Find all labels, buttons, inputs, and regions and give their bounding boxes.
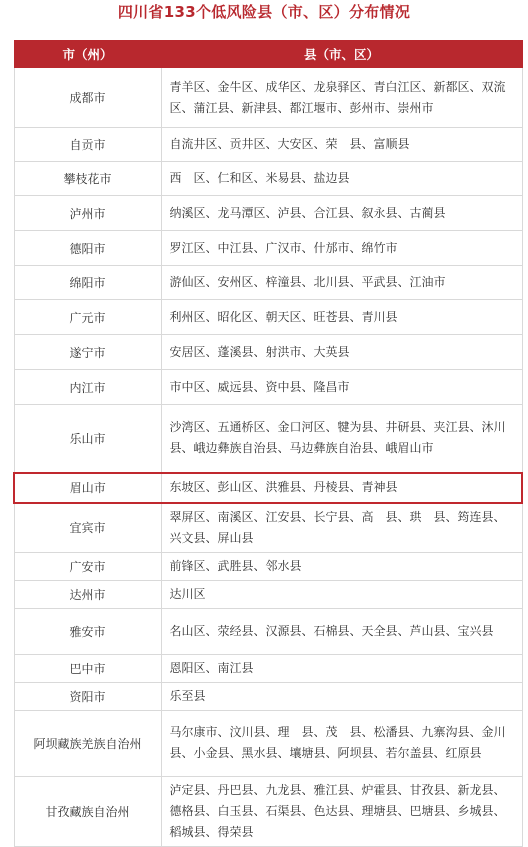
counties-cell: 前锋区、武胜县、邻水县 bbox=[161, 552, 522, 580]
city-cell: 资阳市 bbox=[14, 682, 161, 710]
table-row bbox=[14, 231, 522, 266]
counties-cell: 西 区、仁和区、米易县、盐边县 bbox=[161, 162, 522, 196]
table-row bbox=[14, 162, 522, 196]
city-cell: 攀枝花市 bbox=[14, 162, 161, 196]
counties-cell: 东坡区、彭山区、洪雅县、丹棱县、青神县 bbox=[161, 473, 522, 503]
counties-cell: 安居区、蓬溪县、射洪市、大英县 bbox=[161, 335, 522, 370]
counties-cell: 罗江区、中江县、广汉市、什邡市、绵竹市 bbox=[161, 231, 522, 266]
counties-cell: 自流井区、贡井区、大安区、荣 县、富顺县 bbox=[161, 128, 522, 162]
counties-cell: 青羊区、金牛区、成华区、龙泉驿区、青白江区、新都区、双流区、蒲江县、新津县、都江堰市、彭州市、崇州市 bbox=[161, 68, 522, 128]
table-row bbox=[14, 682, 522, 710]
table-row bbox=[14, 654, 522, 682]
counties-cell: 翠屏区、南溪区、江安县、长宁县、高 县、珙 县、筠连县、兴文县、屏山县 bbox=[161, 503, 522, 553]
table-row bbox=[14, 266, 522, 300]
counties-cell: 乐至县 bbox=[161, 682, 522, 710]
city-cell: 泸州市 bbox=[14, 196, 161, 231]
table-row bbox=[14, 300, 522, 335]
counties-cell: 纳溪区、龙马潭区、泸县、合江县、叙永县、古蔺县 bbox=[161, 196, 522, 231]
city-cell: 绵阳市 bbox=[14, 266, 161, 300]
city-cell: 阿坝藏族羌族自治州 bbox=[14, 710, 161, 776]
counties-cell: 马尔康市、汶川县、理 县、茂 县、松潘县、九寨沟县、金川县、小金县、黑水县、壤塘县、阿坝县、若尔盖县、红原县 bbox=[161, 710, 522, 776]
table-row-highlighted bbox=[14, 473, 522, 503]
header-counties: 县（市、区） bbox=[161, 41, 522, 68]
table-row bbox=[14, 776, 522, 846]
page-title: 四川省133个低风险县（市、区）分布情况 bbox=[117, 3, 411, 21]
table-row bbox=[14, 335, 522, 370]
table-row bbox=[14, 552, 522, 580]
table-row bbox=[14, 68, 522, 128]
table-row bbox=[14, 608, 522, 654]
table-header-row bbox=[14, 41, 522, 68]
city-cell: 遂宁市 bbox=[14, 335, 161, 370]
county-table bbox=[13, 40, 523, 847]
city-cell: 乐山市 bbox=[14, 405, 161, 473]
counties-cell: 达川区 bbox=[161, 580, 522, 608]
counties-cell: 名山区、荥经县、汉源县、石棉县、天全县、芦山县、宝兴县 bbox=[161, 608, 522, 654]
city-cell: 内江市 bbox=[14, 370, 161, 405]
table-row bbox=[14, 580, 522, 608]
counties-cell: 恩阳区、南江县 bbox=[161, 654, 522, 682]
header-city: 市（州） bbox=[14, 41, 161, 68]
city-cell: 广元市 bbox=[14, 300, 161, 335]
counties-cell: 沙湾区、五通桥区、金口河区、犍为县、井研县、夹江县、沐川县、峨边彝族自治县、马边彝族自治县、峨眉山市 bbox=[161, 405, 522, 473]
city-cell: 宜宾市 bbox=[14, 503, 161, 553]
city-cell: 甘孜藏族自治州 bbox=[14, 776, 161, 846]
table-row bbox=[14, 196, 522, 231]
table-row bbox=[14, 370, 522, 405]
city-cell: 成都市 bbox=[14, 68, 161, 128]
city-cell: 自贡市 bbox=[14, 128, 161, 162]
counties-cell: 利州区、昭化区、朝天区、旺苍县、青川县 bbox=[161, 300, 522, 335]
city-cell: 广安市 bbox=[14, 552, 161, 580]
city-cell: 巴中市 bbox=[14, 654, 161, 682]
counties-cell: 市中区、威远县、资中县、隆昌市 bbox=[161, 370, 522, 405]
city-cell: 达州市 bbox=[14, 580, 161, 608]
table-row bbox=[14, 710, 522, 776]
table-row bbox=[14, 128, 522, 162]
city-cell: 眉山市 bbox=[14, 473, 161, 503]
city-cell: 德阳市 bbox=[14, 231, 161, 266]
city-cell: 雅安市 bbox=[14, 608, 161, 654]
table-row bbox=[14, 405, 522, 473]
table-row bbox=[14, 503, 522, 553]
counties-cell: 游仙区、安州区、梓潼县、北川县、平武县、江油市 bbox=[161, 266, 522, 300]
counties-cell: 泸定县、丹巴县、九龙县、雅江县、炉霍县、甘孜县、新龙县、德格县、白玉县、石渠县、色达县、理塘县、巴塘县、乡城县、稻城县、得荣县 bbox=[161, 776, 522, 846]
